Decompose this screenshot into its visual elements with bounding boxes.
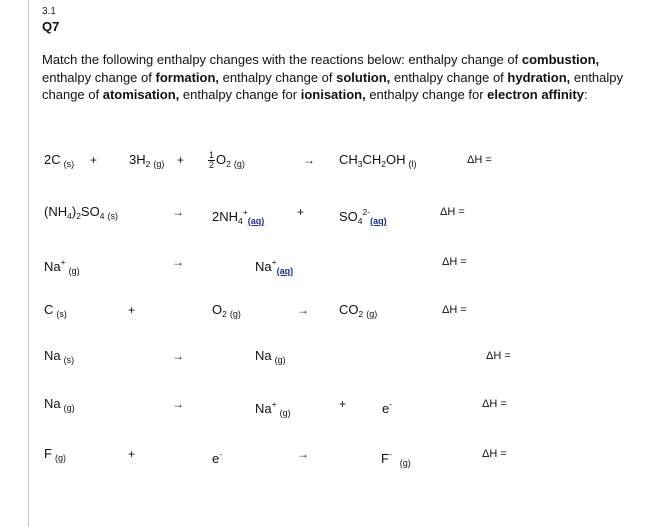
- question-instructions: [42, 51, 646, 104]
- term-combustion: combustion,: [521, 52, 600, 67]
- reaction-arrow: →: [297, 303, 309, 317]
- reactant-sodium-solid: Na $_{(s)}$: [44, 348, 75, 365]
- reaction-row-5: [0, 346, 650, 370]
- plus-sign: +: [90, 153, 98, 167]
- term-hydration: hydration,: [507, 69, 571, 85]
- intro-text: enthalpy change of: [390, 69, 508, 85]
- term-formation: formation,: [155, 69, 220, 85]
- product-fluoride-ion: $F^-_{(g)}$: [381, 449, 411, 468]
- product-sulfate-ion: $SO_4^{2-}_{(aq)}$: [339, 207, 387, 226]
- reaction-arrow: →: [172, 205, 184, 219]
- reactant-electron: e-: [212, 449, 223, 466]
- plus-sign: +: [128, 447, 136, 461]
- delta-h-label: ΔH =: [482, 398, 507, 410]
- intro-text: :: [583, 87, 588, 102]
- reaction-arrow: →: [297, 447, 309, 461]
- reactant-oxygen: $O_2$ $_{(g)}$: [212, 302, 241, 319]
- product-carbon-dioxide: $CO_2$ $_{(g)}$: [339, 302, 378, 319]
- reaction-arrow: →: [172, 255, 184, 269]
- intro-text: enthalpy change for: [179, 87, 301, 102]
- plus-sign: +: [297, 205, 305, 219]
- reactant-sodium-ion-gas: $Na^+_{(g)}$: [44, 257, 80, 276]
- term-solution: solution,: [336, 69, 391, 85]
- delta-h-label: ΔH =: [442, 256, 467, 268]
- product-electron: e-: [382, 399, 393, 416]
- reaction-row-3: [0, 252, 650, 276]
- intro-text: enthalpy change of: [219, 69, 337, 85]
- delta-h-label: ΔH =: [486, 350, 511, 362]
- reactant-carbon: C $_{(s)}$: [44, 302, 67, 319]
- plus-sign: +: [128, 303, 136, 317]
- reactant-fluorine-gas: F $_{(g)}$: [44, 446, 66, 463]
- reaction-row-6: [0, 394, 650, 418]
- question-number: Q7: [42, 19, 60, 34]
- intro-text: enthalpy change for: [365, 87, 488, 102]
- reactant-sodium-gas: Na $_{(g)}$: [44, 396, 75, 413]
- reaction-arrow: →: [303, 153, 315, 167]
- section-number: 3.1: [42, 6, 56, 17]
- delta-h-label: ΔH =: [467, 154, 492, 166]
- intro-text: Match the following enthalpy changes with the reactions below: enthalpy change of: [42, 52, 522, 67]
- reaction-row-2: [0, 202, 650, 226]
- term-electron-affinity: electron affinity: [487, 87, 584, 102]
- reactant-oxygen: $\frac{1}{2}$ $O_2$ $_{(g)}$: [209, 150, 245, 171]
- product-ammonium-ion: $2NH_4^+_{(aq)}$: [212, 207, 265, 226]
- intro-text: enthalpy change of: [42, 69, 624, 102]
- delta-h-label: ΔH =: [442, 304, 467, 316]
- reaction-row-1: [0, 150, 650, 174]
- plus-sign: +: [339, 397, 347, 411]
- term-atomisation: atomisation,: [102, 87, 180, 102]
- reactant-ammonium-sulfate: $(NH_4)_2SO_4$ $_{(s)}$: [44, 204, 118, 221]
- delta-h-label: ΔH =: [440, 206, 465, 218]
- reaction-row-7: [0, 444, 650, 468]
- product-sodium-ion-gas: $Na^+_{(g)}$: [255, 399, 291, 418]
- reaction-arrow: →: [172, 349, 184, 363]
- delta-h-label: ΔH =: [482, 448, 507, 460]
- product-sodium-ion-aq: $Na^+_{(aq)}$: [255, 257, 294, 276]
- product-sodium-gas: Na $_{(g)}$: [255, 348, 286, 365]
- plus-sign: +: [177, 153, 185, 167]
- reaction-arrow: →: [172, 397, 184, 411]
- reactant-carbon: 2C $_{(s)}$: [44, 152, 75, 169]
- term-ionisation: ionisation,: [300, 87, 366, 102]
- reaction-row-4: [0, 300, 650, 324]
- one-half-fraction: $\frac{1}{2}$: [209, 150, 215, 171]
- product-ethanol: $CH_3CH_2OH$ $_{(l)}$: [339, 152, 417, 169]
- reactant-hydrogen: $3H_2$ $_{(g)}$: [129, 152, 165, 169]
- intro-text: enthalpy change of: [42, 69, 156, 85]
